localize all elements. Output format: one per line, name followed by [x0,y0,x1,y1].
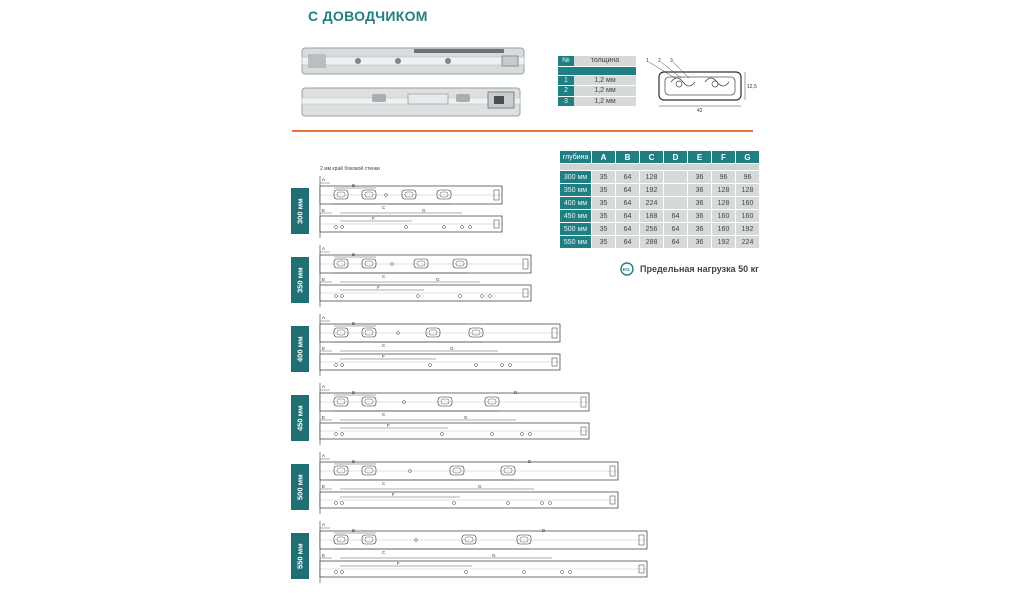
dim-cell [664,171,688,184]
dimension-letter: F [397,561,400,566]
dimension-letter: A [322,315,326,320]
thickness-table [558,56,636,107]
dimension-letter: D [514,390,518,395]
load-info [620,262,759,276]
dimension-letter: E [322,277,326,282]
dim-cell: 64 [616,197,640,210]
dim-cell: 96 [736,171,760,184]
slide-drawing [312,245,543,311]
dim-cell: 192 [736,223,760,236]
table-row: 3 1,2 мм [558,96,636,107]
slide-drawing [312,521,659,587]
dimension-letter: G [464,415,468,420]
dims-header-d: D [664,151,688,164]
slide-photo-closed [302,48,524,74]
dim-cell: 36 [688,223,712,236]
dimension-letter: G [492,553,496,558]
dimension-letter: B [352,390,356,395]
thickness-header-value: толщина [574,56,636,66]
dim-cell [664,184,688,197]
dims-header-g: G [736,151,760,164]
size-label: 350 мм [291,257,309,303]
dim-cell: 128 [712,184,736,197]
page-title: С ДОВОДЧИКОМ [308,8,428,24]
dim-cell: 64 [616,184,640,197]
dims-header-f: F [712,151,736,164]
dimension-letter: B [352,528,356,533]
dimension-letter: C [382,481,386,486]
dim-cell: 35 [592,197,616,210]
dimension-letter: B [352,459,356,464]
dimension-letter: B [352,252,356,257]
dim-cell: 188 [640,210,664,223]
dimension-letter: C [382,412,386,417]
dimension-letter: G [422,208,426,213]
dimension-letter: F [372,216,375,221]
dim-cell: 160 [712,210,736,223]
dimension-letter: B [352,183,356,188]
dimension-letter: A [322,384,326,389]
dim-cell: 192 [640,184,664,197]
dimension-letter: E [322,208,326,213]
size-label: 300 мм [291,188,309,234]
dim-cell: 36 [688,184,712,197]
marker-2: 2 [658,58,661,64]
slide-drawing [312,314,572,380]
dimension-letter: A [322,177,326,182]
table-row [560,197,760,210]
dims-header-b: B [616,151,640,164]
dim-cell: 35 [592,184,616,197]
table-row [560,184,760,197]
dimension-letter: A [322,522,326,527]
dimension-letter: F [377,285,380,290]
table-row [560,171,760,184]
dimension-letter: D [528,459,532,464]
dim-cell: 96 [712,171,736,184]
depth-cell: 400 мм [560,197,592,210]
dim-cell: 35 [592,223,616,236]
dim-cell: 128 [712,197,736,210]
dims-header-a: A [592,151,616,164]
dimension-letter: F [387,423,390,428]
dim-cell: 224 [640,197,664,210]
dimension-letter: F [392,492,395,497]
dimension-letter: A [322,453,326,458]
size-label: 400 мм [291,326,309,372]
dimension-letter: E [322,484,326,489]
dim-cell: 64 [616,223,640,236]
dimension-letter: C [382,343,386,348]
svg-text:KG: KG [622,268,630,274]
product-photos [298,44,528,122]
marker-1: 1 [646,58,649,64]
dim-cell: 64 [616,171,640,184]
dimension-letter: B [352,321,356,326]
height-dimension: 12,5 [747,84,757,90]
dim-cell: 64 [664,223,688,236]
dim-cell: 160 [736,210,760,223]
size-label: 550 мм [291,533,309,579]
dim-cell: 36 [688,210,712,223]
dimension-letter: F [382,354,385,359]
slide-photo-open [302,88,520,116]
dimension-letter: E [322,346,326,351]
slide-drawing [312,383,601,449]
dimension-letter: A [322,246,326,251]
depth-cell: 500 мм [560,223,592,236]
dim-cell: 64 [616,210,640,223]
dim-cell: 35 [592,171,616,184]
dimension-letter: D [542,528,546,533]
dims-header-c: C [640,151,664,164]
side-wall-note: 2 мм край боковой стенки [320,166,380,172]
dim-cell: 64 [616,236,640,249]
dimensions-table [560,151,760,249]
profile-section-drawing [645,56,757,114]
dim-cell: 36 [688,197,712,210]
table-row [560,210,760,223]
dims-header-depth: глубина [560,151,592,164]
slide-drawing [312,452,630,518]
table-row: 1 1,2 мм [558,75,636,86]
dimension-letter: C [382,274,386,279]
dim-cell: 35 [592,236,616,249]
dim-cell: 128 [736,184,760,197]
slide-drawing [312,176,514,242]
orange-divider [292,130,753,132]
dim-cell: 256 [640,223,664,236]
table-row: 2 1,2 мм [558,86,636,97]
dim-cell: 160 [736,197,760,210]
size-label: 500 мм [291,464,309,510]
dim-cell: 64 [664,236,688,249]
dim-cell: 36 [688,171,712,184]
dimension-letter: E [322,415,326,420]
size-label: 450 мм [291,395,309,441]
depth-cell: 350 мм [560,184,592,197]
depth-cell: 450 мм [560,210,592,223]
dim-cell [664,197,688,210]
dim-cell: 64 [664,210,688,223]
dimension-letter: E [322,553,326,558]
depth-cell: 550 мм [560,236,592,249]
dims-header-e: E [688,151,712,164]
thickness-header-num: № [558,56,574,66]
marker-3: 3 [670,58,673,64]
dimension-letter: G [450,346,454,351]
dimension-letter: G [478,484,482,489]
load-text: Предельная нагрузка 50 кг [640,264,759,274]
weight-kg-icon [620,262,634,276]
dim-cell: 224 [736,236,760,249]
dim-cell: 128 [640,171,664,184]
width-dimension: 42 [697,108,703,114]
dim-cell: 288 [640,236,664,249]
table-row [560,223,760,236]
depth-cell: 300 мм [560,171,592,184]
dim-cell: 192 [712,236,736,249]
dimension-letter: C [382,205,386,210]
table-row [560,236,760,249]
dim-cell: 160 [712,223,736,236]
dim-cell: 35 [592,210,616,223]
dim-cell: 36 [688,236,712,249]
dimension-letter: C [382,550,386,555]
dimension-letter: G [436,277,440,282]
